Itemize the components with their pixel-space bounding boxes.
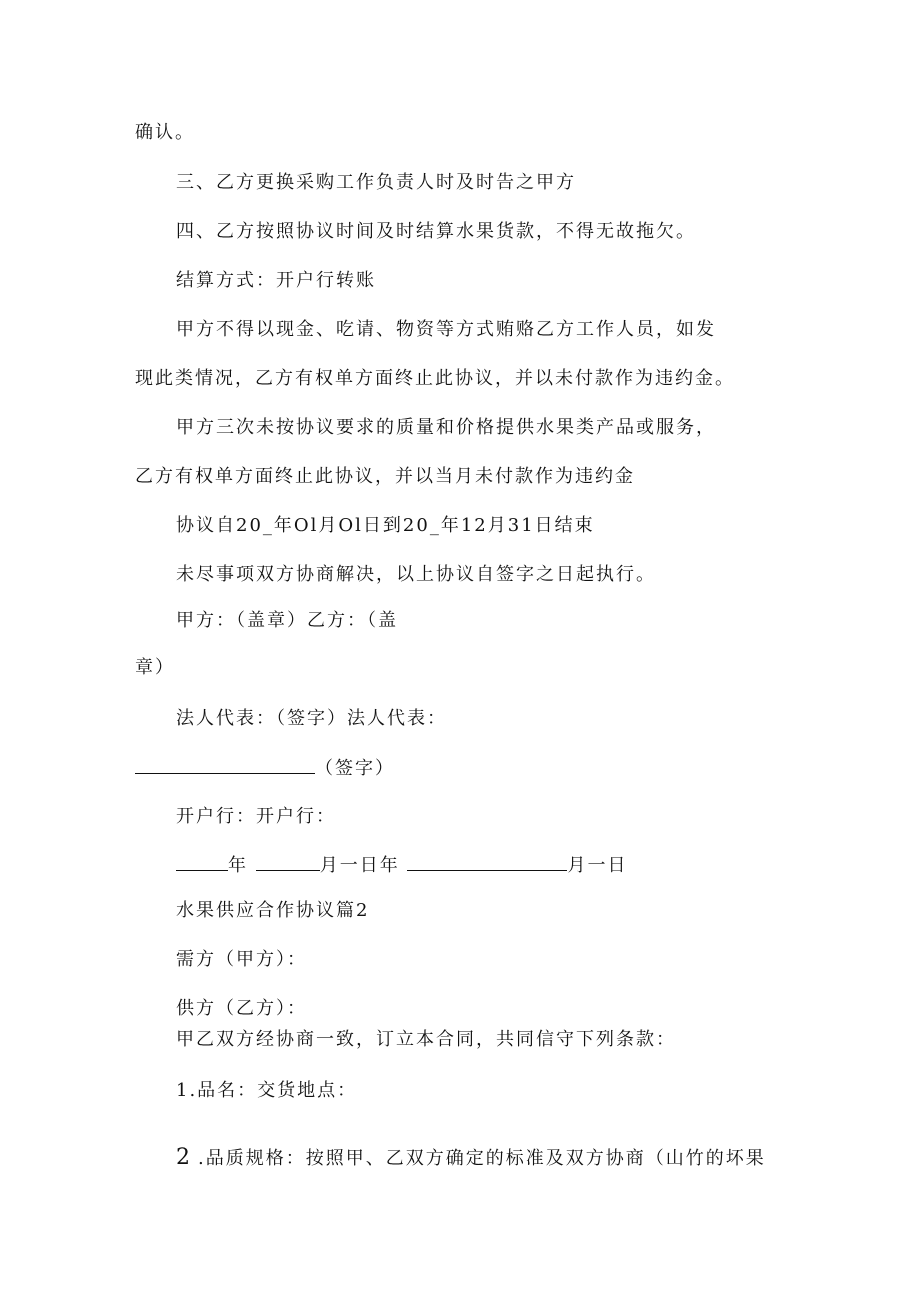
text-line-bank: 开户行：开户行： [176,806,336,827]
text-line-date [176,852,627,878]
text-line-misc: 未尽事项双方协商解决，以上协议自签字之日起执行。 [176,564,656,585]
text-line-clause-4: 四、乙方按照协议时间及时结算水果货款，不得无故拖欠。 [176,221,696,242]
text-line-agreement: 甲乙双方经协商一致，订立本合同，共同信守下列条款： [176,1029,676,1050]
text-line-legal-rep: 法人代表：（签字）法人代表： [176,708,447,729]
month-blank-2 [407,852,567,871]
text-line-quality-1: 甲方三次未按协议要求的质量和价格提供水果类产品或服务， [176,417,716,438]
text-line-quality-2: 乙方有权单方面终止此协议，并以当月未付款作为违约金 [135,466,635,487]
date-part-month-day: 月一日 [567,855,628,876]
signature-blank [135,755,315,774]
text-line-clause-3: 三、乙方更换采购工作负责人时及时告之甲方 [176,172,576,193]
text-line-term: 协议自20_年Ol月Ol日到20_年12月31日结束 [176,515,595,536]
month-blank [256,852,320,871]
signature-suffix: （签字） [315,758,395,779]
year-blank [176,852,228,871]
text-line-party-seal: 甲方：（盖章）乙方：（盖 [176,610,398,631]
text-line-item-1: 1.品名：交货地点： [176,1080,358,1101]
text-line-item-2 [176,1146,766,1171]
text-line-bribery-2: 现此类情况，乙方有权单方面终止此协议，并以未付款作为违约金。 [135,368,735,389]
date-part-year: 年 [228,855,248,876]
text-line-bribery-1: 甲方不得以现金、吃请、物资等方式贿赂乙方工作人员，如发 [176,319,716,340]
section-title: 水果供应合作协议篇2 [176,900,370,921]
text-line-confirm: 确认。 [135,122,195,143]
text-line-signature [135,755,395,781]
item-2-number: 2 [176,1145,190,1170]
item-2-text: .品质规格：按照甲、乙双方确定的标准及双方协商（山竹的坏果 [198,1148,766,1169]
text-line-seal-cont: 章） [135,657,175,678]
text-line-supply-party: 供方（乙方）： [176,998,307,1019]
text-line-demand-party: 需方（甲方）： [176,949,307,970]
date-part-month-day-year: 月一日年 [319,855,400,876]
text-line-settlement: 结算方式：开户行转账 [176,270,376,291]
